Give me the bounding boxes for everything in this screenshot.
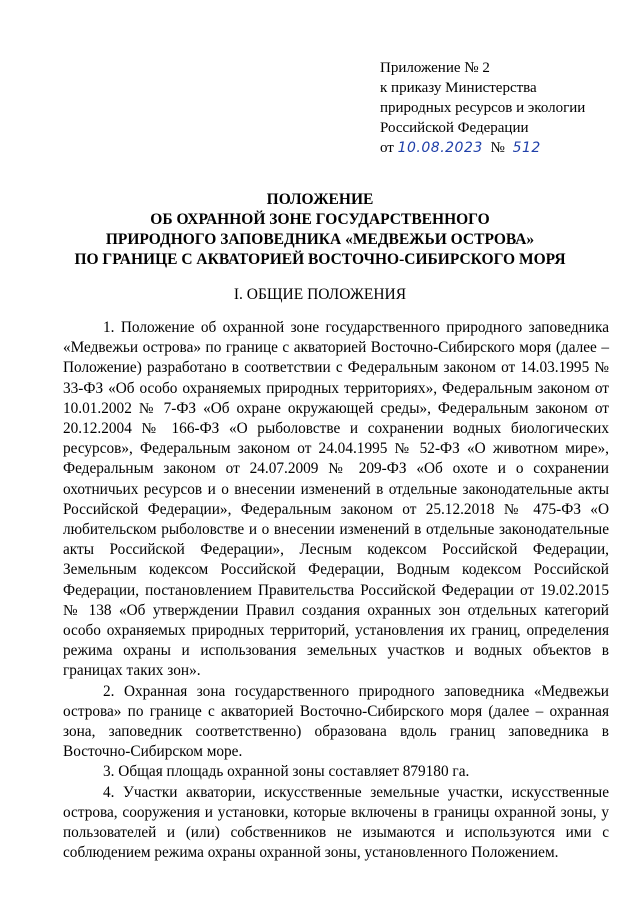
title-line-4: ПО ГРАНИЦЕ С АКВАТОРИЕЙ ВОСТОЧНО-СИБИРСКОГО МОРЯ	[74, 251, 566, 268]
annex-line-4: Российской Федерации	[380, 120, 529, 136]
title-line-1: ПОЛОЖЕНИЕ	[266, 191, 374, 208]
title-line-2: ОБ ОХРАННОЙ ЗОНЕ ГОСУДАРСТВЕННОГО	[150, 211, 490, 228]
paragraph-2: 2. Охранная зона государственного природного заповедника «Медвежьи острова» по границе с акваторией Восточно-Сибирского моря (далее – охранная зона, заповедник соответственно) образована вдоль границ заповедника в Восточно-Сибирском море.	[63, 682, 609, 761]
handwritten-number: 512	[512, 140, 541, 156]
annex-line-2: к приказу Министерства	[380, 80, 537, 96]
paragraph-1: 1. Положение об охранной зоне государственного природного заповедника «Медвежьи острова» по границе с акваторией Восточно-Сибирского моря (далее – Положение) разработано в соответствии с Федеральным законом от 14.03.1995 № 33-ФЗ «Об особо охраняемых природных территориях», Федеральным законом от 10.01.2002 № 7-ФЗ «Об охране окружающей среды», Федеральным законом от 20.12.2004 № 166-ФЗ «О рыболовстве и сохранении водных биологических ресурсов», Федеральным законом от 24.04.1995 № 52-ФЗ «О животном мире», Федеральным законом от 24.07.2009 № 209-ФЗ «Об охоте и о сохранении охотничьих ресурсов и о внесении изменений в отдельные законодательные акты Российской Федерации», Федеральным законом от 25.12.2018 № 475-ФЗ «О любительском рыболовстве и о внесении изменений в отдельные законодательные акты Российской Федерации», Лесным кодексом Российской Федерации, Земельным кодексом Российской Федерации, Водным кодексом Российской Федерации, постановлением Правительства Российской Федерации от 19.02.2015 № 138 «Об утверждении Правил создания охранных зон отдельных категорий особо охраняемых природных территорий, установления их границ, определения режима охраны и использования земельных участков и водных объектов в границах таких зон».	[63, 319, 609, 680]
number-label: №	[490, 140, 505, 156]
paragraph-3: 3. Общая площадь охранной зоны составляет 879180 га.	[103, 763, 470, 781]
handwritten-date: 10.08.2023	[397, 140, 483, 156]
annex-line-1: Приложение № 2	[380, 60, 490, 76]
paragraph-4: 4. Участки акватории, искусственные земельные участки, искусственные острова, сооружения и установки, которые включены в границы охранной зоны, у пользователей и (или) собственников не изымаются и используются ими с соблюдением режима охраны охранной зоны, установленного Положением.	[63, 783, 609, 862]
from-label: от	[380, 140, 394, 156]
annex-block	[380, 58, 585, 158]
annex-date-line	[380, 138, 585, 158]
annex-line-3: природных ресурсов и экологии	[380, 100, 586, 116]
document-body	[63, 318, 609, 863]
document-title	[0, 190, 640, 270]
section-heading: I. ОБЩИЕ ПОЛОЖЕНИЯ	[233, 286, 407, 303]
title-line-3: ПРИРОДНОГО ЗАПОВЕДНИКА «МЕДВЕЖЬИ ОСТРОВА»	[105, 231, 535, 248]
